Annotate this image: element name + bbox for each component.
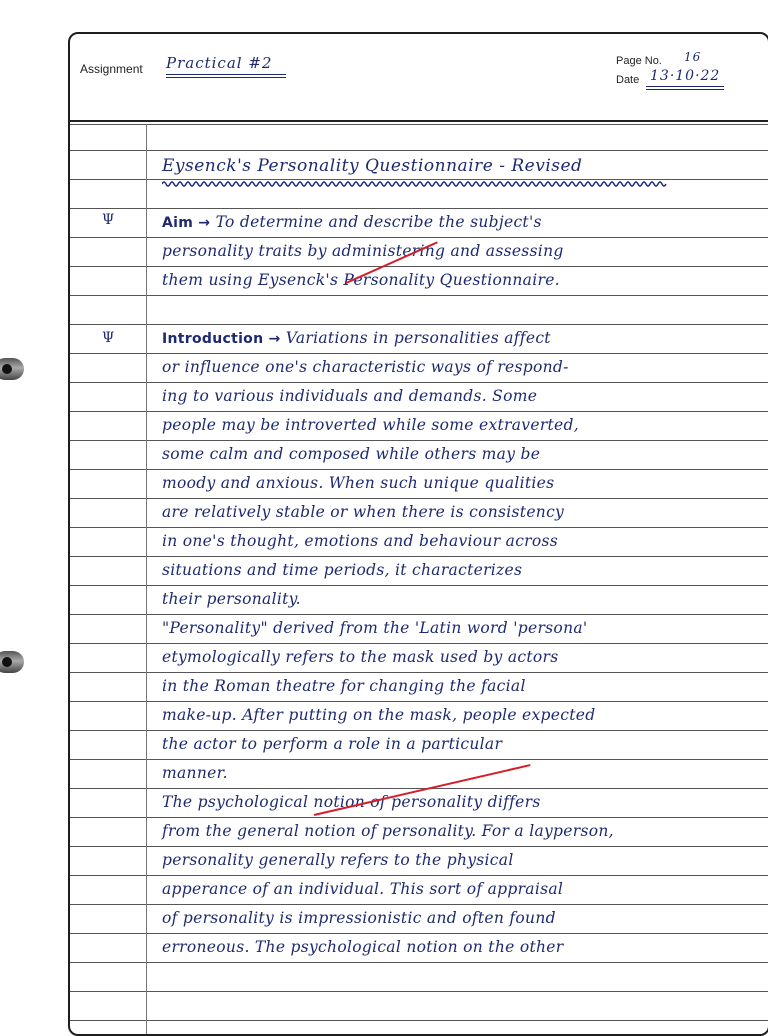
header-rule (70, 120, 768, 122)
ruled-line (70, 411, 768, 412)
ruled-line (70, 498, 768, 499)
ruled-line (70, 933, 768, 934)
ruled-line (70, 991, 768, 992)
text-line: or influence one's characteristic ways of respond- (162, 358, 569, 376)
text-line: in the Roman theatre for changing the facial (162, 677, 526, 695)
aim-bullet-icon: Ψ (102, 212, 115, 228)
ruled-line (70, 904, 768, 905)
page-title: Eysenck's Personality Questionnaire - Revised (162, 156, 583, 176)
binder-ring-bottom (0, 651, 24, 673)
ruled-line (70, 1020, 768, 1021)
text-line: moody and anxious. When such unique qualities (162, 474, 555, 492)
text-line: their personality. (162, 590, 301, 608)
text-line: apperance of an individual. This sort of appraisal (162, 880, 564, 898)
ruled-line (70, 875, 768, 876)
text-line: them using Eysenck's Personality Questionnaire. (162, 271, 560, 289)
intro-line-1 (162, 329, 551, 347)
intro-bullet-icon: Ψ (102, 330, 115, 346)
aim-line-1 (162, 213, 542, 231)
ruled-line (70, 701, 768, 702)
ruled-line (70, 759, 768, 760)
ruled-line (70, 237, 768, 238)
margin-line (146, 124, 147, 1034)
ruled-line (70, 469, 768, 470)
text-line: manner. (162, 764, 228, 782)
ruled-line (70, 643, 768, 644)
ruled-line (70, 324, 768, 325)
ruled-line (70, 730, 768, 731)
page-number-label: Page No. (616, 55, 662, 67)
intro-label: Introduction → (162, 331, 281, 347)
ruled-line (70, 440, 768, 441)
ruled-line (70, 962, 768, 963)
page-number-value: 16 (684, 50, 702, 64)
date-underline (646, 86, 724, 90)
ruled-line (70, 585, 768, 586)
text-line: personality generally refers to the physical (162, 851, 514, 869)
text-line: etymologically refers to the mask used by actors (162, 648, 559, 666)
ruled-line (70, 527, 768, 528)
title-wavy-underline (162, 179, 667, 189)
binder-ring-top (0, 358, 24, 380)
text-line: Variations in personalities affect (285, 329, 551, 347)
text-line: people may be introverted while some extraverted, (162, 416, 579, 434)
ruled-line (70, 817, 768, 818)
ruled-line (70, 846, 768, 847)
text-line: of personality is impressionistic and often found (162, 909, 556, 927)
text-line: from the general notion of personality. For a layperson, (162, 822, 614, 840)
text-line: situations and time periods, it characterizes (162, 561, 523, 579)
date-label: Date (616, 74, 640, 86)
assignment-value: Practical #2 (166, 54, 273, 72)
assignment-label: Assignment (80, 62, 143, 76)
text-line: are relatively stable or when there is consistency (162, 503, 565, 521)
text-line: The psychological notion of personality differs (162, 793, 541, 811)
text-line: "Personality" derived from the 'Latin word 'persona' (162, 619, 588, 637)
text-line: To determine and describe the subject's (215, 213, 542, 231)
text-line: ing to various individuals and demands. Some (162, 387, 538, 405)
text-line: erroneous. The psychological notion on the other (162, 938, 564, 956)
date-value: 13·10·22 (650, 68, 721, 84)
ruled-line (70, 614, 768, 615)
text-line: make-up. After putting on the mask, people expected (162, 706, 596, 724)
ruled-line (70, 353, 768, 354)
text-line: personality traits by administering and assessing (162, 242, 564, 260)
text-line: some calm and composed while others may be (162, 445, 541, 463)
aim-label: Aim → (162, 215, 211, 231)
ruled-line (70, 266, 768, 267)
ruled-line (70, 672, 768, 673)
text-line: in one's thought, emotions and behaviour across (162, 532, 559, 550)
ruled-line (70, 295, 768, 296)
ruled-line (70, 382, 768, 383)
ruled-line (70, 556, 768, 557)
header-rule (70, 124, 768, 125)
assignment-underline (166, 74, 286, 78)
ruled-line (70, 150, 768, 151)
ruled-line (70, 208, 768, 209)
text-line: the actor to perform a role in a particular (162, 735, 503, 753)
notebook-page (68, 32, 768, 1036)
